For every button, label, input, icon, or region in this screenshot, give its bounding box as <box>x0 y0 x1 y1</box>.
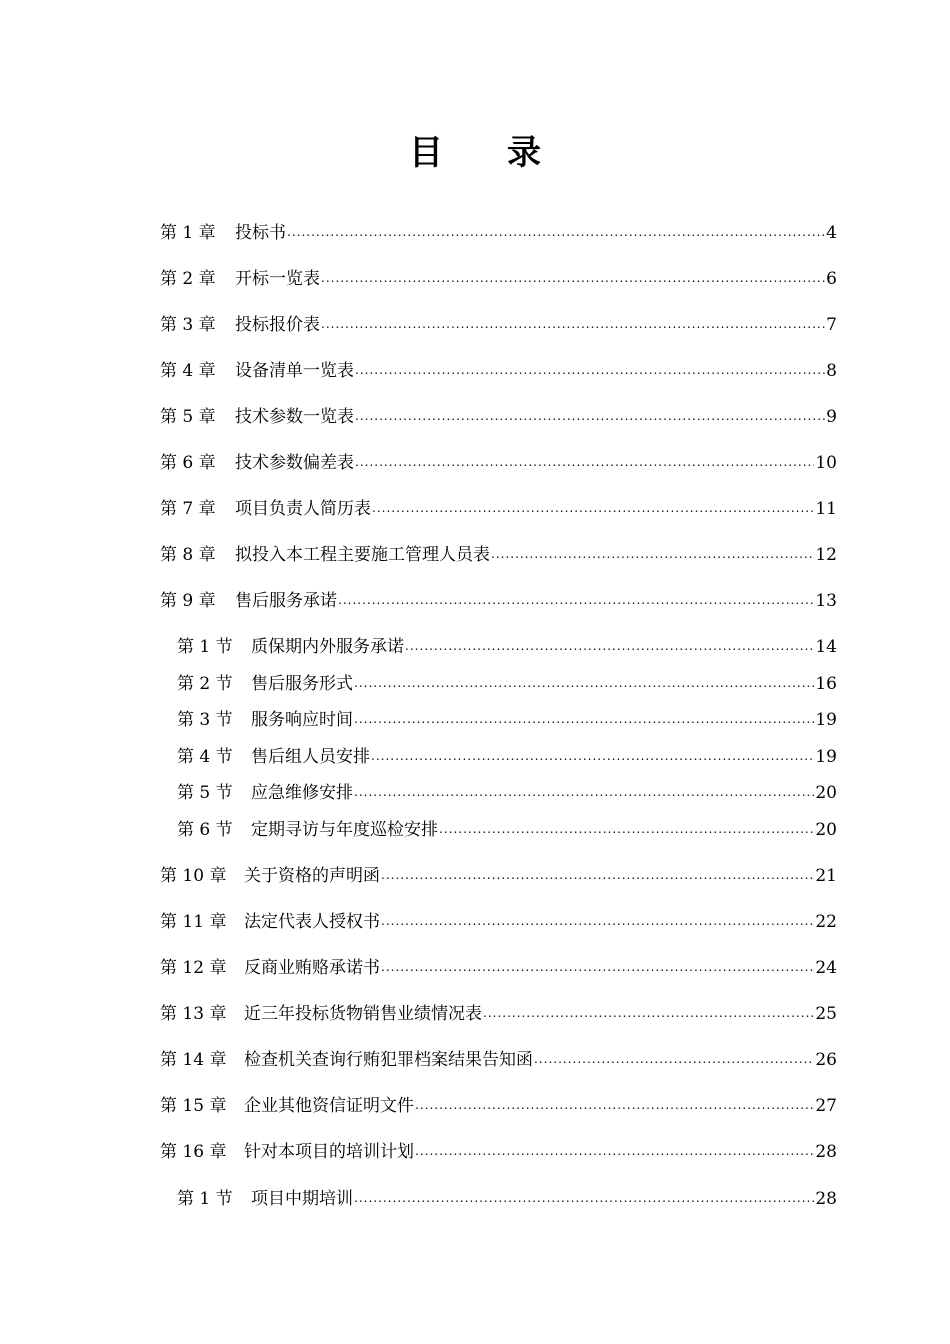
toc-entry-chapter-6[interactable] <box>160 450 837 476</box>
toc-entry-label: 售后服务承诺 <box>235 591 337 611</box>
toc-entry-number: 第 1 章 <box>160 223 216 243</box>
toc-entry-section-9-3[interactable] <box>177 707 837 733</box>
toc-leader-dots <box>321 314 825 334</box>
toc-entry-number: 第 5 节 <box>177 783 233 803</box>
toc-entry-chapter-3[interactable] <box>160 312 837 338</box>
toc-entry-page: 7 <box>826 315 837 335</box>
toc-entry-number: 第 10 章 <box>160 866 227 886</box>
toc-leader-dots <box>483 1003 814 1023</box>
toc-entry-number: 第 2 章 <box>160 269 216 289</box>
toc-entry-number: 第 6 章 <box>160 453 216 473</box>
toc-entry-chapter-8[interactable] <box>160 542 837 568</box>
toc-entry-number: 第 12 章 <box>160 958 227 978</box>
toc-entry-chapter-11[interactable] <box>160 909 837 935</box>
toc-entry-number: 第 6 节 <box>177 820 233 840</box>
toc-entry-label: 企业其他资信证明文件 <box>244 1096 414 1116</box>
toc-entry-page: 13 <box>815 591 837 611</box>
toc-leader-dots <box>338 590 814 610</box>
toc-entry-chapter-1[interactable] <box>160 220 837 246</box>
toc-entry-number: 第 5 章 <box>160 407 216 427</box>
toc-leader-dots <box>415 1141 814 1161</box>
toc-entry-label: 应急维修安排 <box>251 783 353 803</box>
toc-entry-number: 第 4 节 <box>177 747 233 767</box>
toc-entry-section-9-1[interactable] <box>177 634 837 660</box>
toc-entry-chapter-16[interactable] <box>160 1139 837 1165</box>
toc-title <box>0 128 950 178</box>
toc-entry-chapter-4[interactable] <box>160 358 837 384</box>
toc-entry-label: 检查机关查询行贿犯罪档案结果告知函 <box>244 1050 533 1070</box>
toc-entry-number: 第 3 节 <box>177 710 233 730</box>
toc-leader-dots <box>354 709 814 729</box>
toc-entry-chapter-7[interactable] <box>160 496 837 522</box>
toc-entry-label: 法定代表人授权书 <box>244 912 380 932</box>
toc-entry-page: 19 <box>815 710 837 730</box>
toc-entry-page: 28 <box>815 1142 837 1162</box>
toc-entry-page: 9 <box>826 407 837 427</box>
toc-leader-dots <box>354 673 814 693</box>
toc-entry-label: 服务响应时间 <box>251 710 353 730</box>
toc-leader-dots <box>405 636 814 656</box>
toc-leader-dots <box>354 1188 814 1208</box>
toc-leader-dots <box>381 957 814 977</box>
toc-entry-chapter-9[interactable] <box>160 588 837 614</box>
toc-entry-page: 4 <box>826 223 837 243</box>
toc-entry-page: 27 <box>815 1096 837 1116</box>
toc-entry-page: 14 <box>815 637 837 657</box>
toc-entry-number: 第 4 章 <box>160 361 216 381</box>
toc-entry-label: 反商业贿赂承诺书 <box>244 958 380 978</box>
toc-entry-page: 25 <box>815 1004 837 1024</box>
toc-entry-label: 质保期内外服务承诺 <box>251 637 404 657</box>
toc-entry-page: 12 <box>815 545 837 565</box>
toc-entry-page: 16 <box>815 674 837 694</box>
toc-entry-label: 技术参数一览表 <box>235 407 354 427</box>
toc-entry-chapter-15[interactable] <box>160 1093 837 1119</box>
toc-entry-page: 22 <box>815 912 837 932</box>
toc-leader-dots <box>287 222 825 242</box>
toc-entry-page: 28 <box>815 1189 837 1209</box>
toc-entry-page: 20 <box>815 820 837 840</box>
toc-leader-dots <box>491 544 814 564</box>
toc-title-char-2: 录 <box>507 133 541 173</box>
toc-entry-label: 设备清单一览表 <box>235 361 354 381</box>
toc-entry-page: 20 <box>815 783 837 803</box>
toc-leader-dots <box>381 865 814 885</box>
toc-entry-label: 投标报价表 <box>235 315 320 335</box>
toc-entry-chapter-2[interactable] <box>160 266 837 292</box>
toc-entry-label: 针对本项目的培训计划 <box>244 1142 414 1162</box>
toc-leader-dots <box>381 911 814 931</box>
toc-entry-number: 第 2 节 <box>177 674 233 694</box>
toc-entry-label: 关于资格的声明函 <box>244 866 380 886</box>
toc-entry-page: 11 <box>815 499 837 519</box>
toc-entry-section-9-4[interactable] <box>177 744 837 770</box>
toc-entry-chapter-12[interactable] <box>160 955 837 981</box>
toc-entry-number: 第 1 节 <box>177 637 233 657</box>
toc-entry-number: 第 15 章 <box>160 1096 227 1116</box>
toc-entry-number: 第 16 章 <box>160 1142 227 1162</box>
toc-leader-dots <box>372 498 814 518</box>
toc-leader-dots <box>415 1095 814 1115</box>
toc-entry-label: 项目中期培训 <box>251 1189 353 1209</box>
toc-leader-dots <box>355 360 825 380</box>
toc-entry-page: 19 <box>815 747 837 767</box>
toc-entry-number: 第 13 章 <box>160 1004 227 1024</box>
toc-entry-section-16-1[interactable] <box>177 1186 837 1212</box>
toc-leader-dots <box>321 268 825 288</box>
toc-entry-chapter-5[interactable] <box>160 404 837 430</box>
toc-leader-dots <box>355 406 825 426</box>
toc-entry-label: 售后服务形式 <box>251 674 353 694</box>
toc-entry-number: 第 3 章 <box>160 315 216 335</box>
toc-entry-page: 24 <box>815 958 837 978</box>
toc-entry-label: 项目负责人简历表 <box>235 499 371 519</box>
toc-entry-number: 第 8 章 <box>160 545 216 565</box>
toc-entry-section-9-2[interactable] <box>177 671 837 697</box>
toc-entry-section-9-5[interactable] <box>177 780 837 806</box>
toc-entry-number: 第 9 章 <box>160 591 216 611</box>
toc-entry-number: 第 11 章 <box>160 912 227 932</box>
toc-entry-number: 第 7 章 <box>160 499 216 519</box>
toc-leader-dots <box>355 452 814 472</box>
toc-entry-label: 投标书 <box>235 223 286 243</box>
toc-entry-label: 技术参数偏差表 <box>235 453 354 473</box>
toc-entry-page: 21 <box>815 866 837 886</box>
toc-entry-chapter-10[interactable] <box>160 863 837 889</box>
toc-leader-dots <box>371 746 814 766</box>
toc-entry-chapter-14[interactable] <box>160 1047 837 1073</box>
toc-entry-page: 26 <box>815 1050 837 1070</box>
toc-entry-number: 第 1 节 <box>177 1189 233 1209</box>
toc-entry-number: 第 14 章 <box>160 1050 227 1070</box>
toc-entry-label: 近三年投标货物销售业绩情况表 <box>244 1004 482 1024</box>
toc-entry-section-9-6[interactable] <box>177 817 837 843</box>
toc-entry-label: 开标一览表 <box>235 269 320 289</box>
toc-entry-page: 8 <box>826 361 837 381</box>
toc-title-char-1: 目 <box>409 133 443 173</box>
toc-entry-chapter-13[interactable] <box>160 1001 837 1027</box>
toc-entry-label: 拟投入本工程主要施工管理人员表 <box>235 545 490 565</box>
toc-entry-page: 6 <box>826 269 837 289</box>
toc-leader-dots <box>534 1049 814 1069</box>
toc-leader-dots <box>354 782 814 802</box>
toc-entry-label: 售后组人员安排 <box>251 747 370 767</box>
toc-leader-dots <box>439 819 814 839</box>
toc-entry-page: 10 <box>815 453 837 473</box>
toc-entry-label: 定期寻访与年度巡检安排 <box>251 820 438 840</box>
